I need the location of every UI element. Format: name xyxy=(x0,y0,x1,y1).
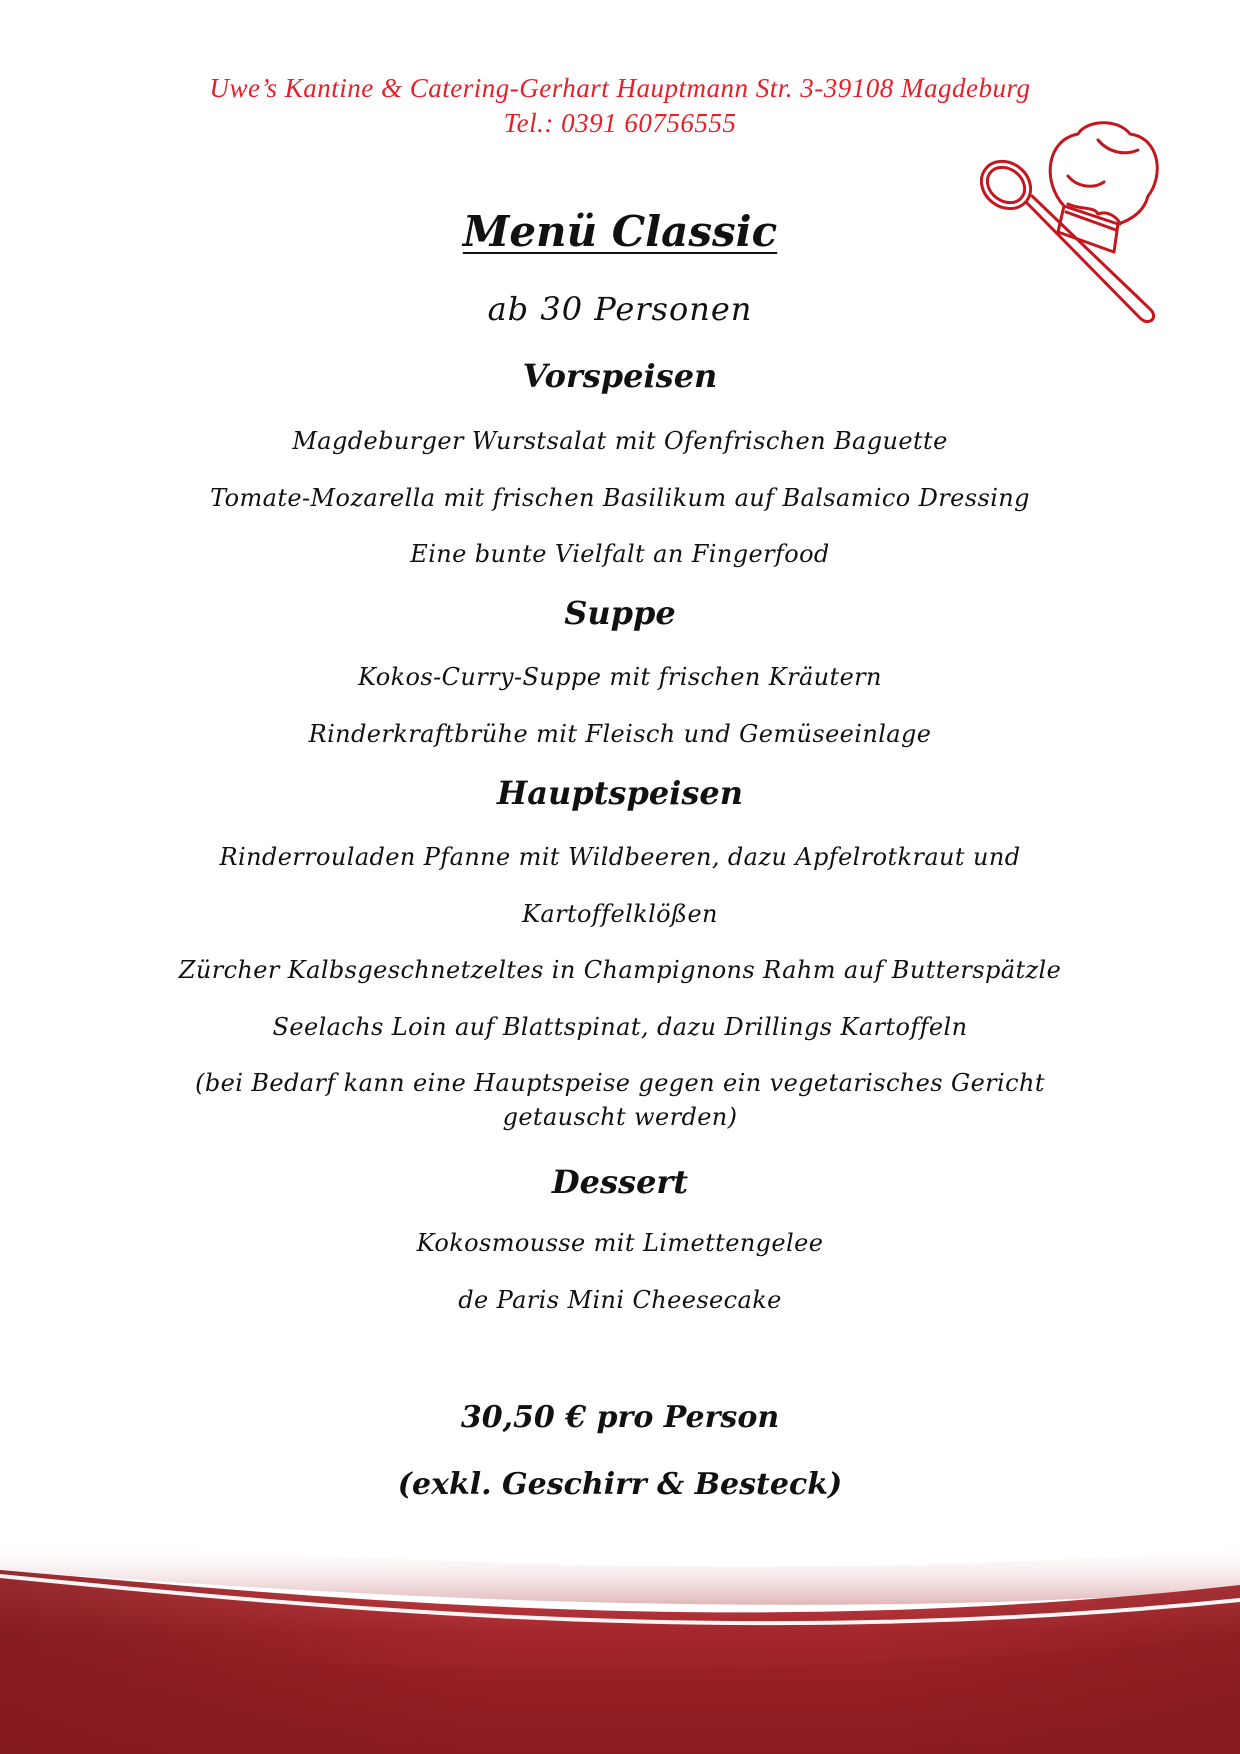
menu-subtitle: ab 30 Personen xyxy=(487,290,753,328)
menu-item: Kokosmousse mit Limettengelee xyxy=(416,1229,824,1257)
menu-title: Menü Classic xyxy=(462,207,778,256)
menu-item-note: (bei Bedarf kann eine Hauptspeise gegen ein vegetarisches Gericht getauscht werden) xyxy=(195,1069,1045,1131)
menu-item: de Paris Mini Cheesecake xyxy=(458,1286,782,1314)
section-heading-vorspeisen: Vorspeisen xyxy=(522,357,718,395)
menu-item: Kokos-Curry-Suppe mit frischen Kräutern xyxy=(358,663,882,691)
section-heading-hauptspeisen: Hauptspeisen xyxy=(497,774,743,812)
menu-item: Seelachs Loin auf Blattspinat, dazu Drillings Kartoffeln xyxy=(272,1013,968,1041)
menu-item: Rinderkraftbrühe mit Fleisch und Gemüseeinlage xyxy=(308,720,932,748)
price: 30,50 € pro Person xyxy=(460,1400,780,1435)
menu-item: Tomate-Mozarella mit frischen Basilikum auf Balsamico Dressing xyxy=(210,484,1030,512)
section-heading-dessert: Dessert xyxy=(551,1163,689,1201)
menu-item: Kartoffelklößen xyxy=(522,900,718,928)
menu-item: Eine bunte Vielfalt an Fingerfood xyxy=(410,540,830,568)
header-address: Uwe’s Kantine & Catering-Gerhart Hauptmann Str. 3-39108 Magdeburg xyxy=(209,73,1031,103)
footer-wave-decoration xyxy=(0,1530,1240,1754)
menu-item: Magdeburger Wurstsalat mit Ofenfrischen Baguette xyxy=(292,427,948,455)
section-heading-suppe: Suppe xyxy=(564,594,676,632)
menu-item: Rinderrouladen Pfanne mit Wildbeeren, dazu Apfelrotkraut und xyxy=(219,843,1021,871)
price-note: (exkl. Geschirr & Besteck) xyxy=(397,1467,843,1502)
header-phone: Tel.: 0391 60756555 xyxy=(503,108,737,138)
menu-item: Zürcher Kalbsgeschnetzeltes in Champignons Rahm auf Butterspätzle xyxy=(178,956,1062,984)
